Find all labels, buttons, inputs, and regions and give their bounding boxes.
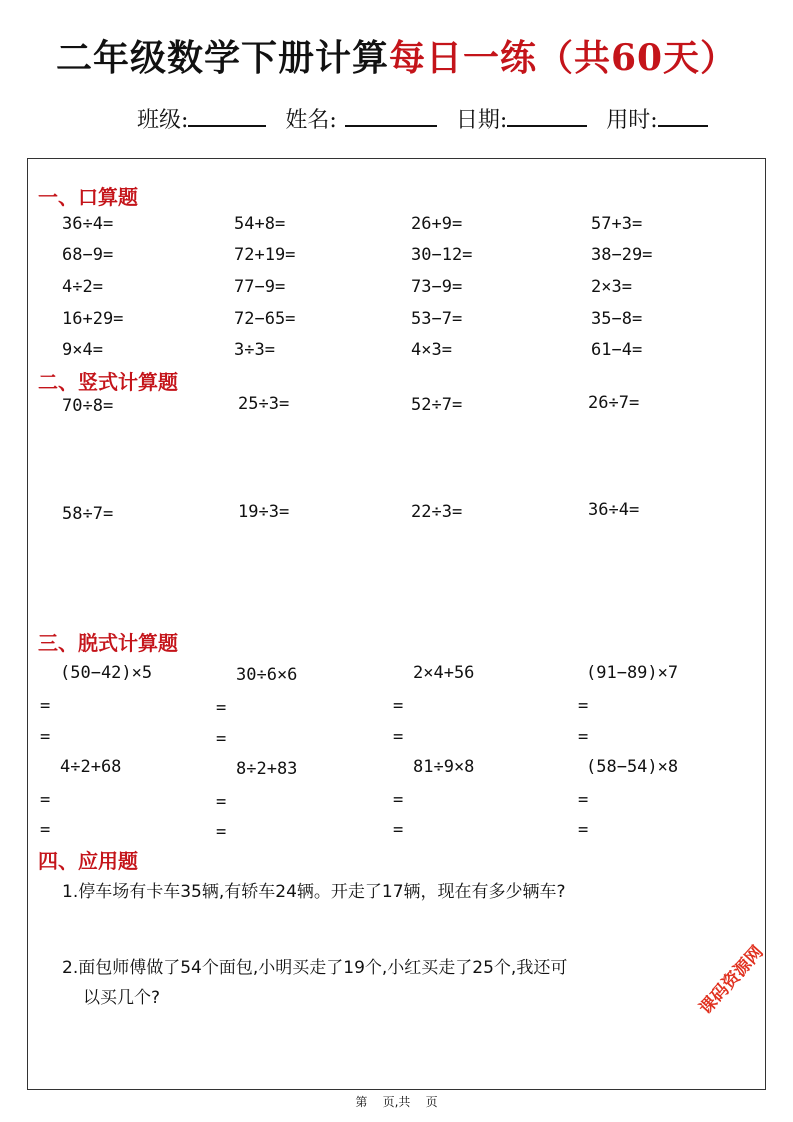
title-highlight: 每日一练（共60天） <box>388 37 738 79</box>
equals-sign: = <box>393 790 404 810</box>
section-vertical-heading: 二、竖式计算题 <box>38 370 178 394</box>
stepwise-problem: 30÷6×6 <box>236 665 298 685</box>
equals-sign: = <box>393 820 404 840</box>
equals-sign: = <box>216 729 227 749</box>
oral-problem: 4÷2= <box>62 277 103 297</box>
time-blank <box>658 107 708 127</box>
stepwise-problem: 4÷2+68 <box>60 757 122 777</box>
section-stepwise-heading: 三、脱式计算题 <box>38 631 178 655</box>
equals-sign: = <box>393 727 404 747</box>
date-label: 日期: <box>455 108 508 133</box>
vertical-problem: 36÷4= <box>588 500 640 520</box>
equals-sign: = <box>216 792 227 812</box>
word-problem-2-line-1: 2.面包师傅做了54个面包,小明买走了19个,小红买走了25个,我还可 <box>62 958 568 978</box>
word-problem-1: 1.停车场有卡车35辆,有轿车24辆。开走了17辆，现在有多少辆车? <box>62 882 566 902</box>
vertical-problem: 52÷7= <box>411 395 463 415</box>
name-label: 姓名: <box>285 108 337 133</box>
page-title <box>0 30 793 81</box>
vertical-problem: 26÷7= <box>588 393 640 413</box>
equals-sign: = <box>578 790 589 810</box>
equals-sign: = <box>40 790 51 810</box>
oral-problem: 38−29= <box>591 245 653 265</box>
stepwise-problem: (58−54)×8 <box>586 757 679 777</box>
oral-problem: 2×3= <box>591 277 632 297</box>
name-blank <box>345 107 437 127</box>
oral-problem: 73−9= <box>411 277 463 297</box>
page-footer: 第 页,共 页 <box>355 1095 438 1109</box>
oral-problem: 3÷3= <box>234 340 275 360</box>
vertical-problem: 19÷3= <box>238 502 290 522</box>
oral-problem: 53−7= <box>411 309 463 329</box>
vertical-problem: 58÷7= <box>62 504 114 524</box>
oral-problem: 72+19= <box>234 245 296 265</box>
equals-sign: = <box>216 822 227 842</box>
stepwise-problem: 8÷2+83 <box>236 759 298 779</box>
oral-problem: 35−8= <box>591 309 643 329</box>
oral-problem: 61−4= <box>591 340 643 360</box>
equals-sign: = <box>578 727 589 747</box>
equals-sign: = <box>578 696 589 716</box>
oral-problem: 4×3= <box>411 340 452 360</box>
equals-sign: = <box>40 696 51 716</box>
oral-problem: 77−9= <box>234 277 286 297</box>
oral-problem: 26+9= <box>411 214 463 234</box>
stepwise-problem: 2×4+56 <box>413 663 475 683</box>
oral-problem: 30−12= <box>411 245 473 265</box>
vertical-problem: 70÷8= <box>62 396 114 416</box>
oral-problem: 16+29= <box>62 309 124 329</box>
time-label: 用时: <box>606 108 658 133</box>
equals-sign: = <box>393 696 404 716</box>
class-blank <box>188 107 266 127</box>
stepwise-problem: (50−42)×5 <box>60 663 153 683</box>
stepwise-problem: (91−89)×7 <box>586 663 679 683</box>
oral-problem: 72−65= <box>234 309 296 329</box>
vertical-problem: 22÷3= <box>411 502 463 522</box>
vertical-problem: 25÷3= <box>238 394 290 414</box>
word-problem-2-line-2: 以买几个? <box>83 988 161 1008</box>
equals-sign: = <box>40 820 51 840</box>
oral-problem: 57+3= <box>591 214 643 234</box>
title-main: 二年级数学下册计算 <box>55 37 389 79</box>
oral-problem: 9×4= <box>62 340 103 360</box>
class-label: 班级: <box>137 108 189 133</box>
watermark: 课码资源网 <box>695 942 768 1019</box>
date-blank <box>507 107 587 127</box>
stepwise-problem: 81÷9×8 <box>413 757 475 777</box>
oral-problem: 54+8= <box>234 214 286 234</box>
equals-sign: = <box>40 727 51 747</box>
oral-problem: 36÷4= <box>62 214 114 234</box>
equals-sign: = <box>578 820 589 840</box>
section-oral-heading: 一、口算题 <box>38 185 138 209</box>
oral-problem: 68−9= <box>62 245 114 265</box>
student-info-row <box>137 103 720 134</box>
equals-sign: = <box>216 698 227 718</box>
section-applied-heading: 四、应用题 <box>38 849 138 873</box>
